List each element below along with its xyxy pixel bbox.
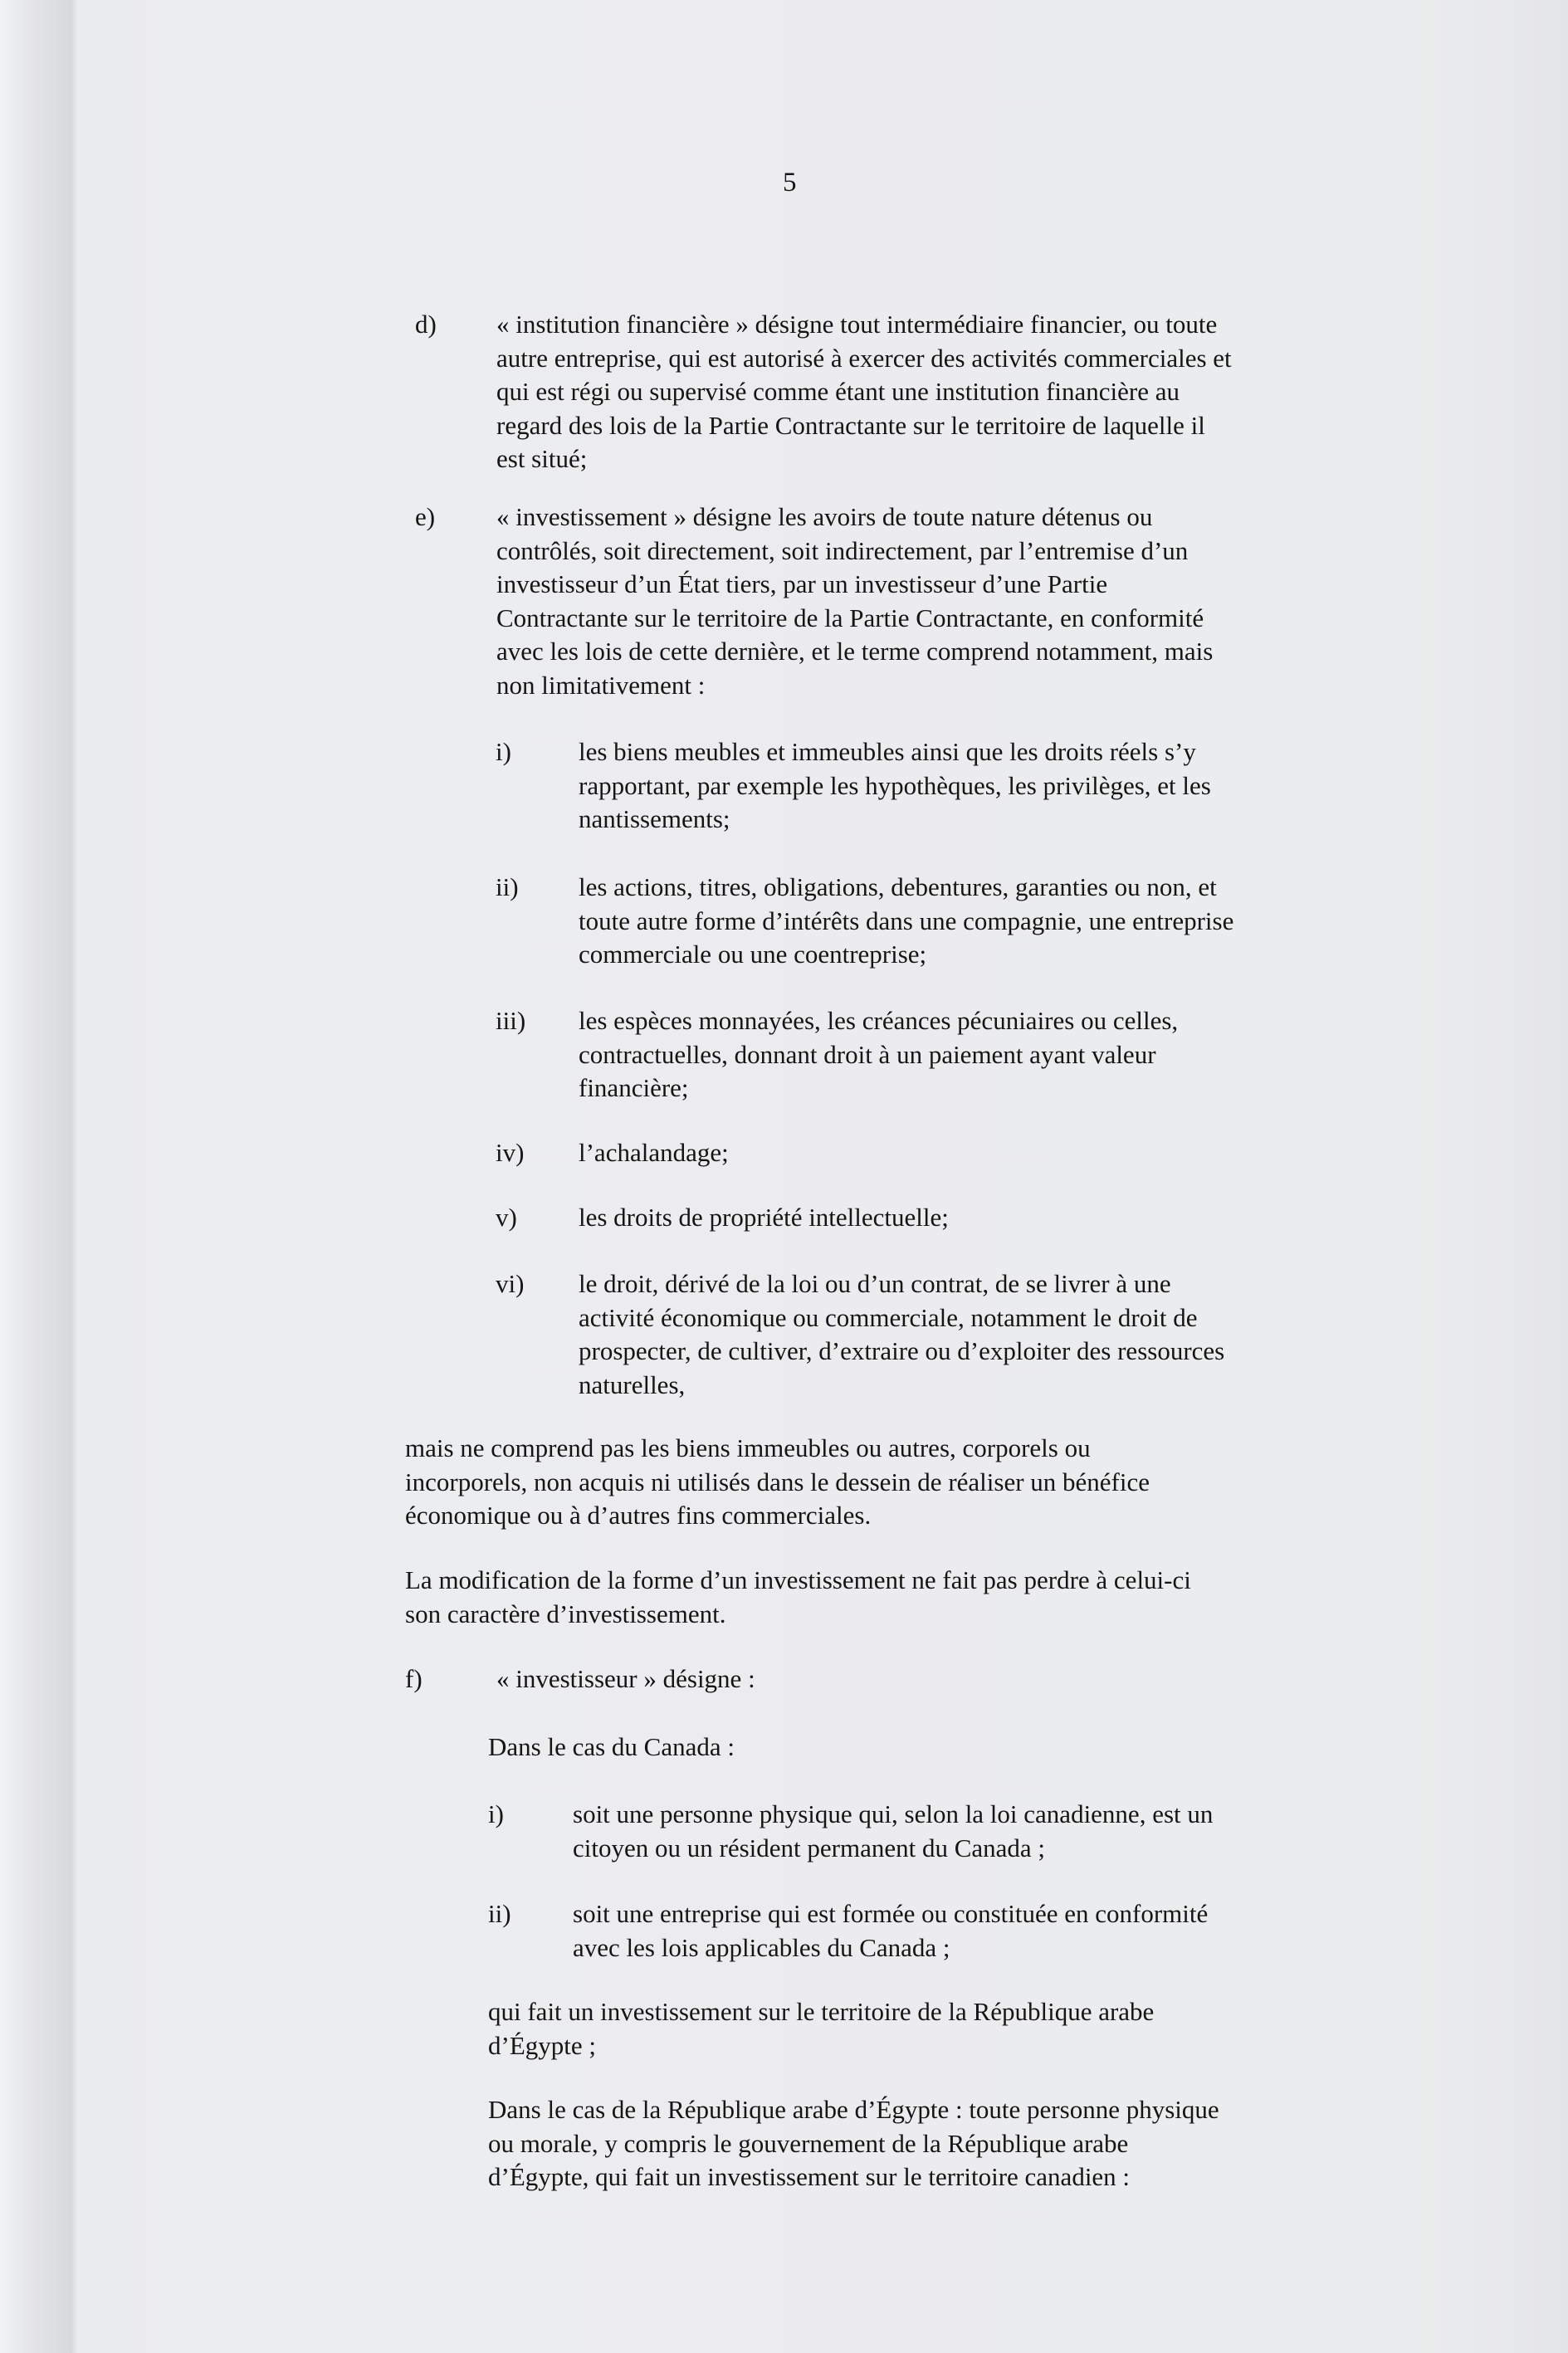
subitem-text bbox=[579, 1004, 1409, 1106]
text-line: qui est régi ou supervisé comme étant une institution financière au bbox=[496, 377, 1180, 406]
subitem-label: vi) bbox=[496, 1269, 525, 1298]
text-line: rapportant, par exemple les hypothèques, les privilèges, et les bbox=[579, 770, 1211, 800]
text-line: d’Égypte ; bbox=[488, 2030, 596, 2060]
text-line: non limitativement : bbox=[496, 670, 706, 700]
text-line: contractuelles, donnant droit à un paiement ayant valeur bbox=[579, 1039, 1156, 1069]
definition-d-label: d) bbox=[415, 310, 437, 339]
text-line: Contractante sur le territoire de la Partie Contractante, en conformité bbox=[496, 603, 1204, 632]
text-line: naturelles, bbox=[579, 1369, 686, 1399]
page-number: 5 bbox=[783, 168, 797, 198]
text-line: son caractère d’investissement. bbox=[405, 1599, 726, 1628]
text-line: activité économique ou commerciale, notamment le droit de bbox=[579, 1302, 1198, 1332]
binding-shadow bbox=[0, 0, 76, 2353]
subitem-text bbox=[579, 1201, 1409, 1235]
text-line: financière; bbox=[579, 1073, 689, 1102]
subitem-label: v) bbox=[496, 1203, 517, 1232]
text-line: qui fait un investissement sur le territoire de la République arabe bbox=[488, 1997, 1155, 2026]
subitem-label: i) bbox=[496, 737, 511, 766]
subitem-label: ii) bbox=[496, 872, 519, 901]
definition-f-text bbox=[496, 1662, 1326, 1696]
subitem-label: iii) bbox=[496, 1006, 526, 1035]
definition-d-text bbox=[496, 308, 1443, 476]
subitem-label: ii) bbox=[488, 1899, 511, 1928]
text-line: prospecter, de cultiver, d’extraire ou d’exploiter des ressources bbox=[579, 1336, 1225, 1365]
definition-f-label: f) bbox=[405, 1664, 423, 1693]
text-line: est situé; bbox=[496, 444, 588, 473]
text-line: nantissements; bbox=[579, 804, 730, 833]
text-line: d’Égypte, qui fait un investissement sur le territoire canadien : bbox=[488, 2162, 1131, 2191]
text-line: « institution financière » désigne tout intermédiaire financier, ou toute bbox=[496, 310, 1218, 339]
definition-e-text bbox=[496, 500, 1443, 702]
canada-closing bbox=[488, 1995, 1401, 2063]
text-line: regard des lois de la Partie Contractante sur le territoire de laquelle il bbox=[496, 410, 1205, 440]
text-line: avec les lois de cette dernière, et le terme comprend notamment, mais bbox=[496, 637, 1214, 666]
subitem-label: iv) bbox=[496, 1138, 525, 1167]
text-line: Dans le cas de la République arabe d’Égypte : toute personne physique bbox=[488, 2095, 1219, 2124]
text-line: « investissement » désigne les avoirs de toute nature détenus ou bbox=[496, 502, 1153, 531]
subitem-text bbox=[573, 1798, 1403, 1865]
text-line: le droit, dérivé de la loi ou d’un contrat, de se livrer à une bbox=[579, 1269, 1171, 1298]
subitem-text bbox=[579, 735, 1409, 837]
text-line: les droits de propriété intellectuelle; bbox=[579, 1203, 949, 1232]
text-line: les actions, titres, obligations, debentures, garanties ou non, et bbox=[579, 872, 1217, 901]
investment-form-paragraph bbox=[405, 1564, 1401, 1631]
investment-exclusion-paragraph bbox=[405, 1432, 1401, 1533]
subitem-text bbox=[579, 871, 1409, 972]
text-line: investisseur d’un État tiers, par un investisseur d’une Partie bbox=[496, 569, 1108, 598]
text-line: « investisseur » désigne : bbox=[496, 1664, 755, 1693]
egypt-paragraph bbox=[488, 2093, 1443, 2194]
text-line: La modification de la forme d’un investissement ne fait pas perdre à celui-ci bbox=[405, 1565, 1191, 1594]
text-line: les espèces monnayées, les créances pécuniaires ou celles, bbox=[579, 1006, 1179, 1035]
text-line: incorporels, non acquis ni utilisés dans le dessein de réaliser un bénéfice bbox=[405, 1467, 1150, 1496]
text-line: autre entreprise, qui est autorisé à exercer des activités commerciales et bbox=[496, 343, 1232, 373]
subitem-text bbox=[579, 1267, 1409, 1402]
text-line: soit une entreprise qui est formée ou constituée en conformité bbox=[573, 1899, 1209, 1928]
text-line: soit une personne physique qui, selon la loi canadienne, est un bbox=[573, 1799, 1214, 1828]
subitem-text bbox=[579, 1136, 1409, 1170]
subitem-text bbox=[573, 1897, 1403, 1965]
subitem-label: i) bbox=[488, 1799, 504, 1828]
text-line: toute autre forme d’intérêts dans une compagnie, une entreprise bbox=[579, 906, 1234, 935]
text-line: ou morale, y compris le gouvernement de la République arabe bbox=[488, 2128, 1129, 2158]
canada-intro: Dans le cas du Canada : bbox=[488, 1732, 735, 1761]
text-line: les biens meubles et immeubles ainsi que les droits réels s’y bbox=[579, 737, 1196, 766]
text-line: économique ou à d’autres fins commerciales. bbox=[405, 1501, 872, 1530]
text-line: commerciale ou une coentreprise; bbox=[579, 940, 927, 969]
text-line: citoyen ou un résident permanent du Canada ; bbox=[573, 1833, 1046, 1862]
text-line: l’achalandage; bbox=[579, 1138, 729, 1167]
text-line: mais ne comprend pas les biens immeubles ou autres, corporels ou bbox=[405, 1433, 1091, 1462]
definition-e-label: e) bbox=[415, 502, 436, 531]
text-line: contrôlés, soit directement, soit indirectement, par l’entremise d’un bbox=[496, 535, 1189, 565]
text-line: avec les lois applicables du Canada ; bbox=[573, 1932, 950, 1962]
